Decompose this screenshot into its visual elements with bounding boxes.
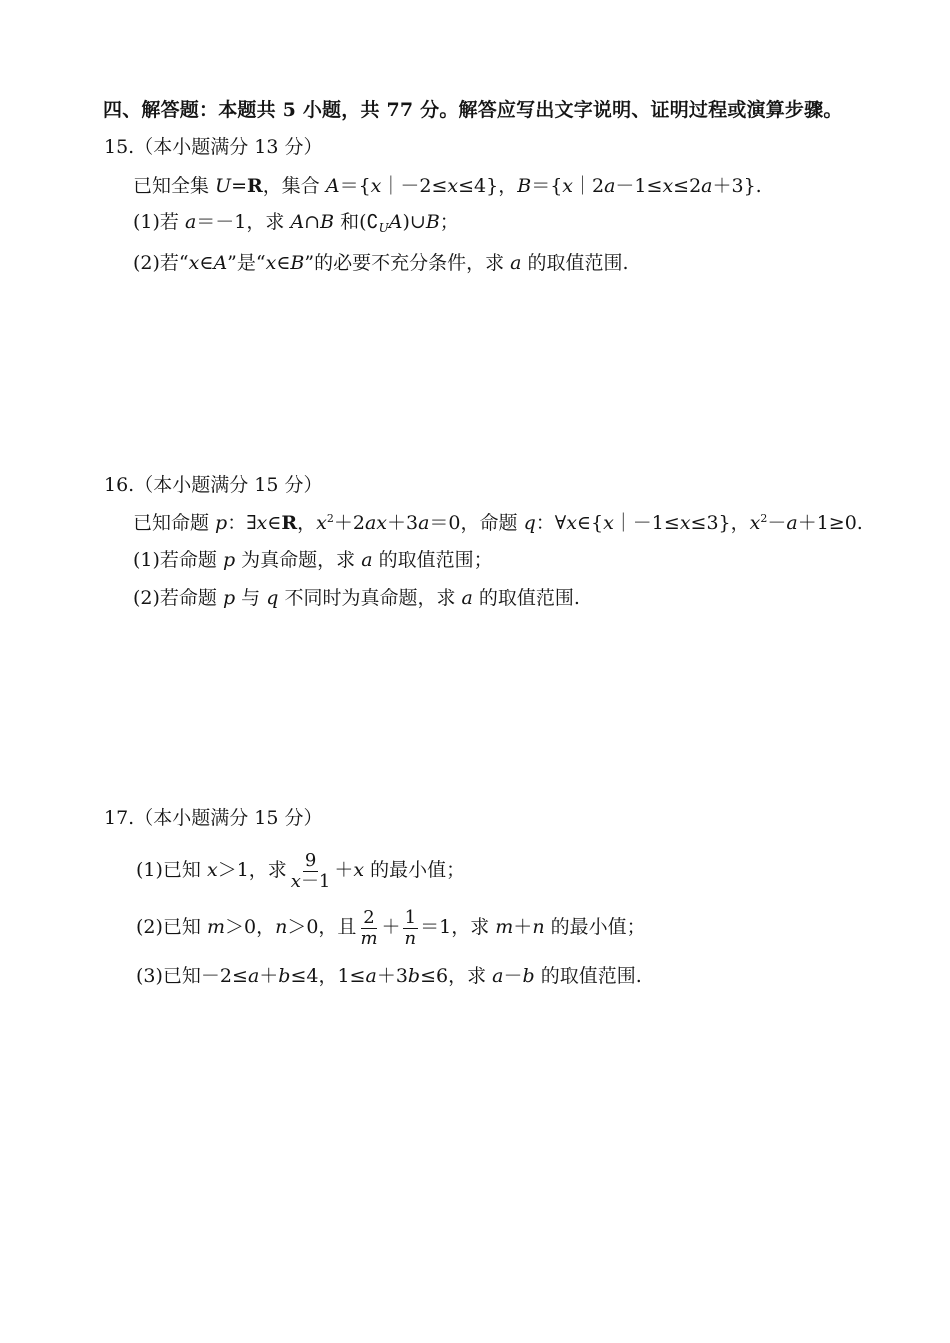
text: = — [231, 175, 247, 197]
fraction — [403, 908, 419, 949]
text: )∪ — [402, 211, 426, 233]
text: ：∀ — [535, 512, 567, 534]
text: 的最小值； — [544, 916, 646, 938]
text: ≤4}， — [458, 175, 518, 197]
math-var: n — [275, 916, 288, 938]
text: ＋3}. — [712, 175, 762, 197]
fraction — [358, 908, 379, 949]
q16-title: 16.（本小题满分 15 分） — [104, 474, 323, 496]
text: ＋2 — [333, 512, 365, 534]
text: 的取值范围. — [521, 252, 629, 274]
text: (1)若命题 — [133, 549, 223, 571]
math-var: p — [222, 587, 236, 609]
fraction-denominator: m — [360, 927, 378, 949]
math-var: p — [215, 512, 228, 534]
math-var: x — [256, 512, 268, 534]
text: ∈ — [199, 252, 214, 274]
math-var: x — [562, 175, 573, 197]
text: ∈ — [267, 512, 282, 534]
math-subscript: U — [378, 221, 389, 235]
math-var: m — [206, 916, 225, 938]
text: ｜2 — [573, 175, 605, 197]
q15-stem — [133, 174, 762, 198]
text: 的取值范围. — [472, 587, 580, 609]
math-var: x — [290, 870, 301, 892]
text: 与 — [235, 587, 267, 609]
math-var: b — [522, 965, 535, 987]
math-var: x — [662, 175, 674, 197]
math-var: a — [492, 965, 504, 987]
math-var: x — [447, 175, 459, 197]
text: ：∃ — [227, 512, 257, 534]
fraction-numerator: 1 — [404, 906, 417, 928]
text: ，集合 — [262, 175, 326, 197]
math-var: a — [786, 512, 798, 534]
text: 已知命题 — [133, 512, 216, 534]
text: ≤6，求 — [420, 965, 493, 987]
q17-part1 — [136, 848, 465, 892]
text: 的最小值； — [364, 859, 466, 881]
math-var: a — [510, 252, 522, 274]
math-var: B — [517, 175, 532, 197]
math-var: ax — [364, 512, 387, 534]
math-var: x — [316, 512, 327, 534]
text: －1 — [300, 870, 331, 892]
text: 的取值范围. — [534, 965, 642, 987]
math-var: x — [370, 175, 382, 197]
math-var: a — [701, 175, 713, 197]
text: (2)若命题 — [133, 587, 223, 609]
math-var: a — [604, 175, 616, 197]
text: ＝{ — [531, 175, 563, 197]
q16-part1 — [133, 548, 493, 572]
real-set-symbol: R — [246, 175, 263, 197]
text: ＞0， — [225, 916, 276, 938]
text: ≤4，1≤ — [290, 965, 366, 987]
text: (2)若“ — [133, 252, 189, 274]
fraction — [289, 851, 333, 892]
text: ＝0，命题 — [429, 512, 524, 534]
math-var: a — [361, 549, 373, 571]
text: ｜－2≤ — [381, 175, 448, 197]
q15-part2 — [133, 251, 629, 275]
math-var: a — [418, 512, 430, 534]
text: －1≤ — [615, 175, 663, 197]
text: ， — [297, 512, 317, 534]
text: ＋ — [513, 916, 533, 938]
q15-part1 — [133, 210, 459, 234]
math-var: x — [265, 252, 277, 274]
text: ∩ — [304, 211, 321, 233]
math-var: b — [278, 965, 291, 987]
text: ＋3 — [376, 965, 408, 987]
text: (1)若 — [133, 211, 185, 233]
math-var: B — [290, 252, 305, 274]
real-set-symbol: R — [281, 512, 298, 534]
q16-stem — [133, 511, 863, 535]
text: ＋ — [381, 916, 401, 938]
math-var: U — [215, 175, 232, 197]
math-var: n — [532, 916, 545, 938]
text: (2)已知 — [136, 916, 207, 938]
math-var: x — [353, 859, 365, 881]
text: － — [767, 512, 787, 534]
text: ∈{ — [576, 512, 604, 534]
math-var: a — [365, 965, 377, 987]
fraction-numerator: 2 — [363, 906, 375, 928]
q17-title: 17.（本小题满分 15 分） — [104, 807, 323, 829]
math-exponent: 2 — [326, 512, 334, 525]
math-var: x — [679, 512, 691, 534]
math-var: b — [407, 965, 421, 987]
text: ”的必要不充分条件，求 — [304, 252, 511, 274]
text: 已知全集 — [133, 175, 216, 197]
text: ｜－1≤ — [613, 512, 680, 534]
text: 和(∁ — [334, 211, 379, 233]
math-var: x — [206, 859, 218, 881]
math-var: x — [603, 512, 614, 534]
fraction-denominator — [289, 872, 333, 892]
math-var: a — [461, 587, 473, 609]
math-var: x — [566, 512, 577, 534]
text: 的取值范围； — [372, 549, 493, 571]
text: ＝{ — [339, 175, 371, 197]
math-var: B — [320, 211, 335, 233]
q15-title: 15.（本小题满分 13 分） — [104, 136, 323, 158]
text: ＝1，求 — [420, 916, 496, 938]
text: ＋ — [334, 859, 354, 881]
math-var: m — [495, 916, 514, 938]
text: (1)已知 — [136, 859, 207, 881]
text: ＋3 — [387, 512, 419, 534]
section-header: 四、解答题：本题共 5 小题，共 77 分。解答应写出文字说明、证明过程或演算步骤。 — [103, 99, 843, 121]
q16-part2 — [133, 586, 580, 610]
math-var: q — [266, 587, 279, 609]
math-var: p — [222, 549, 236, 571]
fraction-numerator: 9 — [304, 849, 317, 871]
text: ＞1，求 — [217, 859, 287, 881]
math-var: A — [290, 211, 305, 233]
math-var: B — [425, 211, 440, 233]
math-exponent: 2 — [760, 512, 768, 525]
math-var: x — [749, 512, 761, 534]
text: ＞0，且 — [287, 916, 357, 938]
text: 不同时为真命题，求 — [278, 587, 462, 609]
text: ≤2 — [673, 175, 702, 197]
fraction-denominator: n — [404, 927, 417, 949]
text: 为真命题，求 — [235, 549, 362, 571]
text: ”是“ — [227, 252, 266, 274]
text: ＝－1，求 — [196, 211, 291, 233]
math-var: A — [325, 175, 340, 197]
text: ＋ — [259, 965, 279, 987]
text: ＋1≥0. — [797, 512, 863, 534]
text: (3)已知－2≤ — [136, 965, 248, 987]
q17-part3 — [136, 964, 642, 988]
math-var: A — [213, 252, 228, 274]
math-var: x — [188, 252, 200, 274]
math-var: q — [523, 512, 536, 534]
text: ∈ — [276, 252, 291, 274]
text: － — [503, 965, 523, 987]
text: ≤3}， — [690, 512, 750, 534]
math-var: a — [184, 211, 197, 233]
math-var: A — [388, 211, 403, 233]
q17-part2 — [136, 905, 646, 949]
math-var: a — [247, 965, 260, 987]
text: ； — [439, 211, 459, 233]
